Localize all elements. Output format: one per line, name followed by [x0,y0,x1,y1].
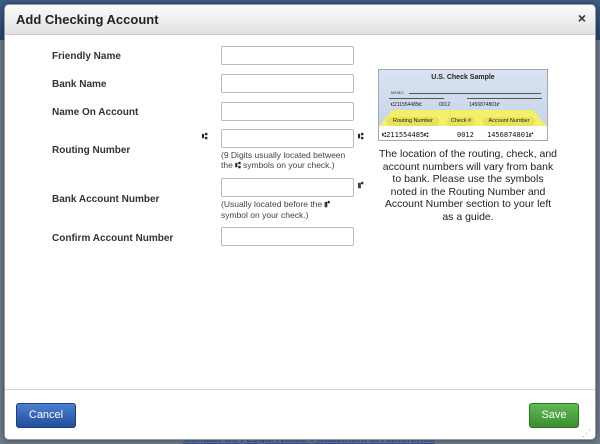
check-check-digits: 0012 [439,102,451,108]
cancel-button[interactable]: Cancel [16,403,76,428]
name-on-account-label: Name On Account [52,107,139,118]
routing-helper-pre: the [221,160,233,170]
bank-account-number-label: Bank Account Number [52,194,160,205]
check-line-left [389,98,444,99]
dialog-header [5,5,595,35]
onus-symbol: ⑈ [324,200,330,210]
routing-number-helper [221,150,345,171]
check-sample-title: U.S. Check Sample [431,74,495,81]
check-signature-line [409,93,541,94]
micr-check: 0012 [457,131,474,139]
routing-transit-symbol-left: ⑆ [202,132,208,142]
save-button[interactable]: Save [529,403,579,428]
account-onus-symbol: ⑈ [358,181,364,191]
micr-routing: ⑆211554485⑆ [382,131,429,139]
dialog-footer [5,389,595,440]
check-tag-check: Check # [447,117,475,126]
close-icon[interactable]: × [577,10,586,26]
bank-account-number-helper [221,199,330,220]
dialog-title: Add Checking Account [16,12,159,27]
check-tag-routing: Routing Number [387,117,439,126]
add-checking-account-dialog [4,4,596,440]
account-helper-text1: (Usually located before the [221,199,323,209]
bank-name-input[interactable] [221,74,354,93]
check-memo: MEMO [391,90,404,95]
routing-helper-post: symbols on your check.) [242,160,335,170]
friendly-name-label: Friendly Name [52,51,121,62]
check-tag-account: Account Number [483,117,535,126]
friendly-name-input[interactable] [221,46,354,65]
account-helper-line1 [221,199,330,210]
confirm-account-number-input[interactable] [221,227,354,246]
routing-transit-symbol-right: ⑆ [358,132,364,142]
resize-handle-icon[interactable]: ⋰ [582,428,591,438]
transit-symbol: ⑆ [235,161,241,171]
micr-account: 1456874801⑈ [487,131,534,139]
routing-number-input[interactable] [221,129,354,148]
routing-number-label: Routing Number [52,145,131,156]
check-line-right [467,98,542,99]
routing-helper-line2 [221,160,345,171]
check-sample-image [378,69,548,141]
routing-helper-line1: (9 Digits usually located between [221,150,346,160]
bank-account-number-input[interactable] [221,178,354,197]
check-account-digits: 1456874801⑈ [469,102,500,108]
check-routing-digits: ⑆211554485⑆ [391,102,422,108]
bank-name-label: Bank Name [52,79,107,90]
name-on-account-input[interactable] [221,102,354,121]
check-info-text: The location of the routing, check, and account numbers will vary from bank to bank. Please use the symbols noted in the Routing Number and Account Number section to your left as a guide. [378,148,558,223]
account-helper-line2: symbol on your check.) [221,210,309,220]
confirm-account-number-label: Confirm Account Number [52,233,174,244]
